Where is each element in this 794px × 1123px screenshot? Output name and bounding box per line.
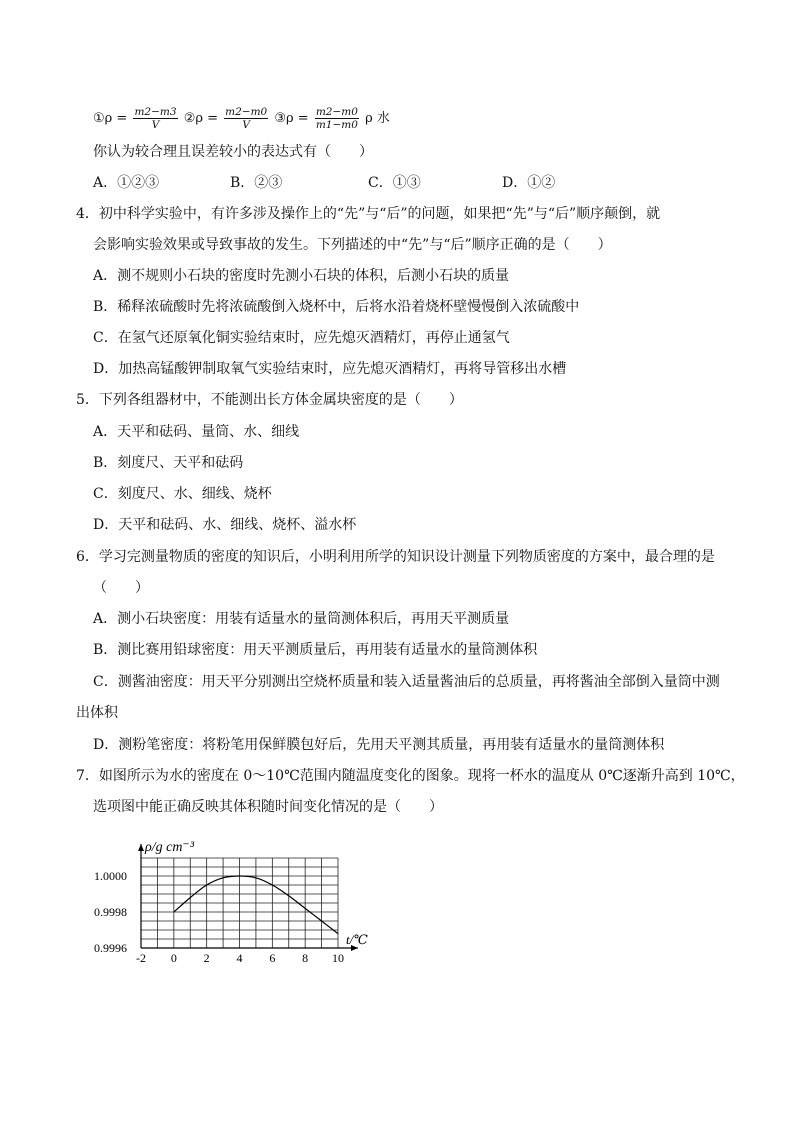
chart-grid	[141, 858, 338, 948]
y-axis-arrow-icon	[138, 844, 144, 851]
q5-option-a: A．天平和砝码、量筒、水、细线	[93, 424, 300, 440]
formula-3-fraction	[315, 106, 359, 131]
density-temperature-chart	[90, 828, 390, 978]
y-tick-label: 1.0000	[94, 869, 127, 883]
q3-option-a: A．①②③	[93, 175, 160, 191]
q3-option-d: D．①②	[502, 175, 556, 191]
q4-stem-line-1: 4．初中科学实验中，有许多涉及操作上的“先”与“后”的问题，如果把“先”与“后”顺序颠倒，就	[76, 206, 661, 222]
q6-option-b: B．测比赛用铅球密度：用天平测质量后，再用装有适量水的量筒测体积	[93, 642, 538, 658]
formula-1-numerator: m2−m3	[134, 106, 177, 118]
formula-1-label: ①ρ =	[93, 111, 128, 126]
q4-stem-line-2: 会影响实验效果或导致事故的发生。下列描述的中“先”与“后”顺序正确的是（ ）	[93, 237, 612, 253]
formula-tail: ρ 水	[365, 111, 390, 126]
q4-option-d: D．加热高锰酸钾制取氧气实验结束时，应先熄灭酒精灯，再将导管移出水槽	[93, 361, 567, 377]
formula-2-numerator: m2−m0	[225, 106, 268, 118]
formula-2-denominator: V	[242, 119, 250, 131]
y-tick-label: 0.9998	[94, 905, 127, 919]
q5-option-c: C．刻度尺、水、细线、烧杯	[93, 486, 272, 502]
q6-stem-line-1: 6．学习完测量物质的密度的知识后，小明利用所学的知识设计测量下列物质密度的方案中，最合理的是	[76, 549, 715, 565]
q3-option-b: B．②③	[230, 175, 283, 191]
q6-option-c-line-1: C．测酱油密度：用天平分别测出空烧杯质量和装入适量酱油后的总质量，再将酱油全部倒入量筒中测	[93, 674, 720, 690]
formula-2-fraction	[224, 106, 268, 131]
q3-option-c: C．①③	[368, 175, 421, 191]
q4-option-b: B．稀释浓硫酸时先将浓硫酸倒入烧杯中，后将水沿着烧杯壁慢慢倒入浓硫酸中	[93, 299, 580, 315]
q6-stem-line-2: （ ）	[93, 580, 149, 596]
q7-stem-line-1: 7．如图所示为水的密度在 0～10℃范围内随温度变化的图象。现将一杯水的温度从 0℃逐渐升高到 10℃，	[76, 768, 745, 784]
x-tick-label: 0	[170, 951, 177, 965]
formula-1-denominator: V	[151, 119, 160, 131]
density-formulas	[93, 106, 390, 131]
x-tick-label: 2	[203, 951, 210, 965]
q6-option-a: A．测小石块密度：用装有适量水的量筒测体积后，再用天平测质量	[93, 611, 510, 627]
q5-option-b: B．刻度尺、天平和砝码	[93, 455, 244, 471]
x-tick-label: 8	[302, 951, 309, 965]
q6-option-c-line-2: 出体积	[76, 705, 118, 721]
x-tick-label: 4	[236, 951, 243, 965]
formula-2-label: ②ρ =	[183, 111, 219, 126]
x-tick-label: -2	[136, 951, 146, 965]
formula-3-label: ③ρ =	[274, 111, 309, 126]
x-tick-label: 6	[269, 951, 276, 965]
x-tick-label: 10	[332, 951, 344, 965]
formula-3-denominator: m1−m0	[315, 119, 358, 131]
q4-option-c: C．在氢气还原氧化铜实验结束时，应先熄灭酒精灯，再停止通氢气	[93, 330, 510, 346]
formula-3-numerator: m2−m0	[315, 106, 358, 118]
q7-stem-line-2: 选项图中能正确反映其体积随时间变化情况的是（ ）	[93, 799, 443, 815]
y-axis-label: ρ/g cm⁻³	[145, 840, 195, 855]
q4-option-a: A．测不规则小石块的密度时先测小石块的体积，后测小石块的质量	[93, 268, 510, 284]
y-tick-label: 0.9996	[94, 941, 127, 955]
q5-option-d: D．天平和砝码、水、细线、烧杯、溢水杯	[93, 517, 357, 533]
q5-stem: 5．下列各组器材中，不能测出长方体金属块密度的是（ ）	[76, 392, 463, 408]
chart-axes	[138, 844, 358, 951]
q6-option-d: D．测粉笔密度：将粉笔用保鲜膜包好后，先用天平测其质量，再用装有适量水的量筒测体积	[93, 737, 665, 753]
chart-tick-labels	[94, 869, 344, 965]
formula-1-fraction	[133, 106, 177, 131]
q3-prompt: 你认为较合理且误差较小的表达式有（ ）	[93, 144, 373, 160]
x-axis-label: t/℃	[346, 932, 368, 947]
